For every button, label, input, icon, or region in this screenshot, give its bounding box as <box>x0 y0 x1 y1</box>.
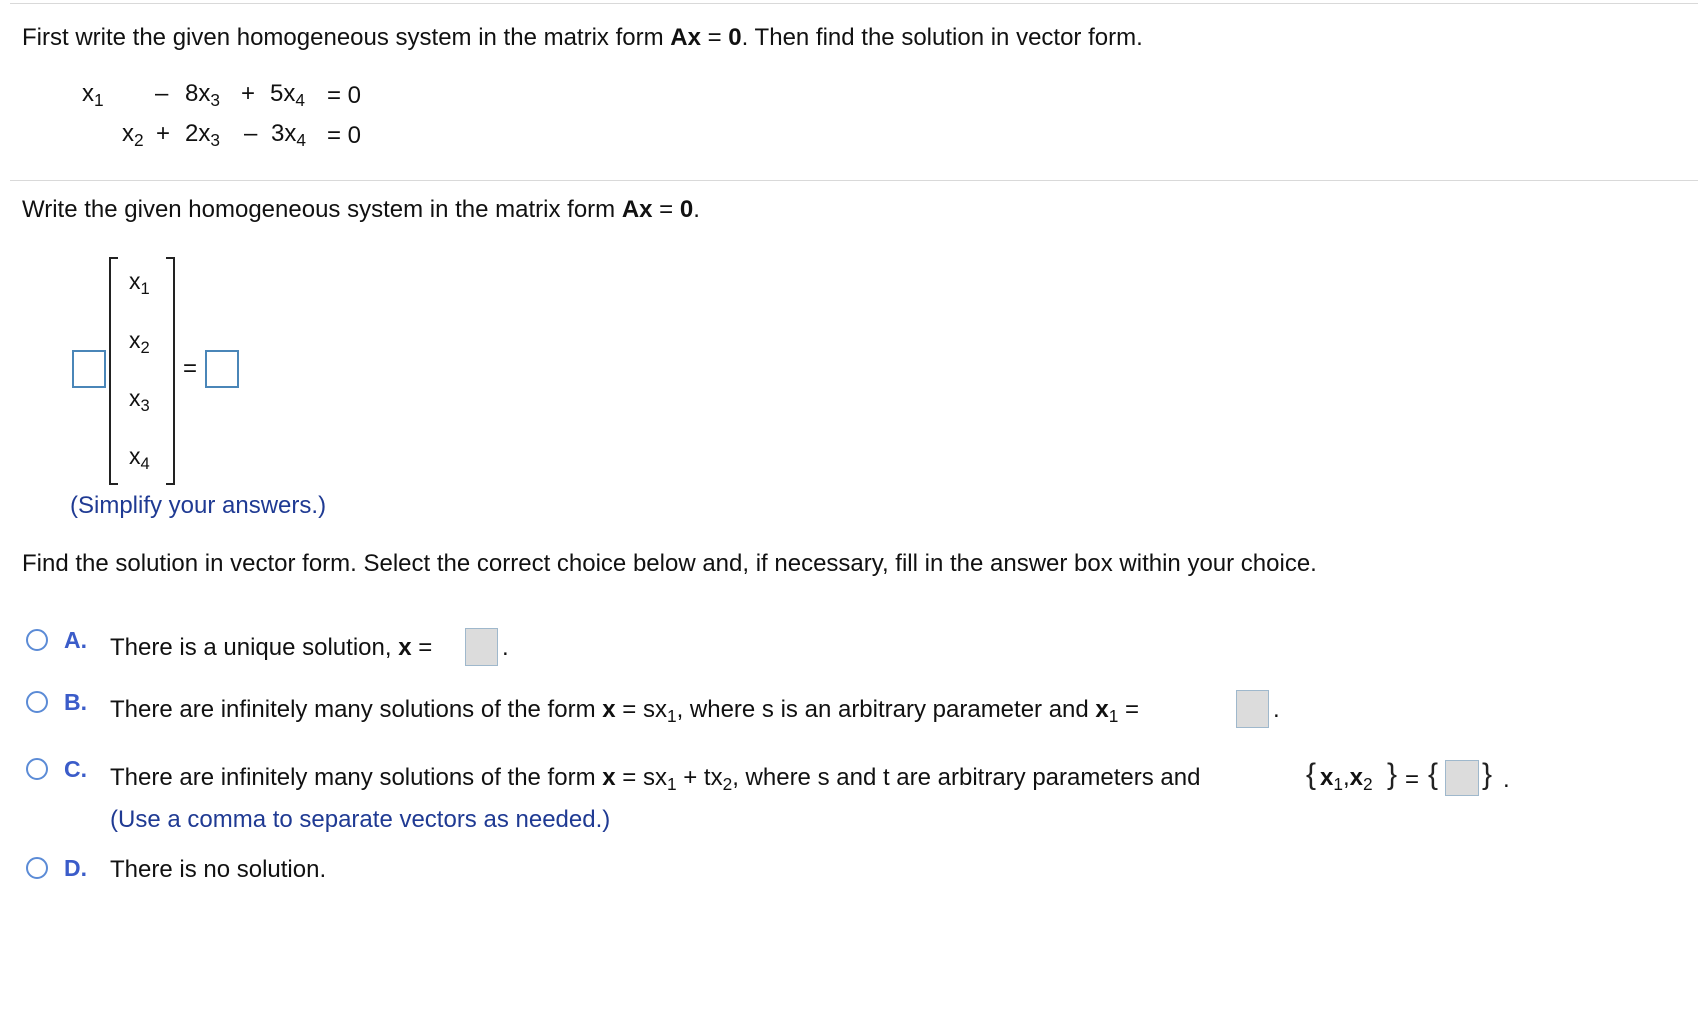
eq2-term3: $2x_3$ <box>185 120 220 151</box>
eq2-rhs: = 0 <box>327 122 362 149</box>
radio-d[interactable] <box>26 857 48 879</box>
radio-c[interactable] <box>26 758 48 780</box>
eq1-rhs: = 0 <box>327 82 362 109</box>
simplify-hint: (Simplify your answers.) <box>70 492 327 519</box>
part1-prompt: Write the given homogeneous system in the matrix form Ax = 0. <box>22 196 700 223</box>
choice-b-text: There are infinitely many solutions of the form $x = sx_1$, where s is an arbitrary parameter and $x_1$ = <box>110 696 1140 727</box>
eq1-term3: $8x_3$ <box>185 80 220 111</box>
top-divider <box>10 3 1698 4</box>
set-open-brace: { <box>1306 758 1317 791</box>
vector-x2: $x_2$ <box>129 327 150 357</box>
part2-instruction: Find the solution in vector form. Select the correct choice below and, if necessary, fill in the answer box within your choice. <box>22 550 1317 577</box>
section-divider <box>10 180 1698 181</box>
eq2-term4: $3x_4$ <box>271 120 306 151</box>
choice-a-period: . <box>502 634 509 661</box>
eq1-term4: $5x_4$ <box>270 80 305 111</box>
rhs-answer-box[interactable] <box>205 350 239 388</box>
eq2-x2: $x_2$ <box>122 120 144 151</box>
choice-a-letter: A. <box>64 627 87 653</box>
choice-a-answer-box[interactable] <box>465 628 498 666</box>
eq1-x1: $x_1$ <box>82 80 104 111</box>
intro-text: First write the given homogeneous system in the matrix form Ax = 0. Then find the solution in vector form. <box>22 24 1143 51</box>
matrix-a-answer-box[interactable] <box>72 350 106 388</box>
choice-a-text: There is a unique solution, x = <box>110 634 433 661</box>
vector-x1: $x_1$ <box>129 268 150 298</box>
choice-c-period: . <box>1503 766 1510 793</box>
radio-b[interactable] <box>26 691 48 713</box>
choice-d-letter: D. <box>64 855 87 881</box>
vector-left-bracket <box>109 257 118 485</box>
choice-b-period: . <box>1273 696 1280 723</box>
vector-x4: $x_4$ <box>129 443 150 473</box>
choice-b-letter: B. <box>64 689 87 715</box>
eq2-op2: – <box>244 120 258 147</box>
eq1-op1: – <box>155 80 169 107</box>
choice-c-equals: = <box>1405 766 1420 793</box>
eq1-op2: + <box>241 80 256 107</box>
choice-c-text: There are infinitely many solutions of the form $x = sx_1 + tx_2$, where s and t are arbitrary parameters and <box>110 764 1201 795</box>
choice-c-letter: C. <box>64 756 87 782</box>
radio-a[interactable] <box>26 629 48 651</box>
choice-b-answer-box[interactable] <box>1236 690 1269 728</box>
choice-c-answer-box[interactable] <box>1445 760 1479 796</box>
choice-d-text: There is no solution. <box>110 856 327 883</box>
answer-close-brace: } <box>1482 758 1493 791</box>
eq2-op0: + <box>156 120 171 147</box>
vector-x3: $x_3$ <box>129 385 150 415</box>
vector-right-bracket <box>166 257 175 485</box>
set-close-brace: } <box>1387 758 1398 791</box>
answer-open-brace: { <box>1428 758 1439 791</box>
choice-c-hint: (Use a comma to separate vectors as needed.) <box>110 806 611 833</box>
matrix-equals: = <box>183 355 198 382</box>
set-vectors: $x_1,x_2$ <box>1320 764 1373 795</box>
